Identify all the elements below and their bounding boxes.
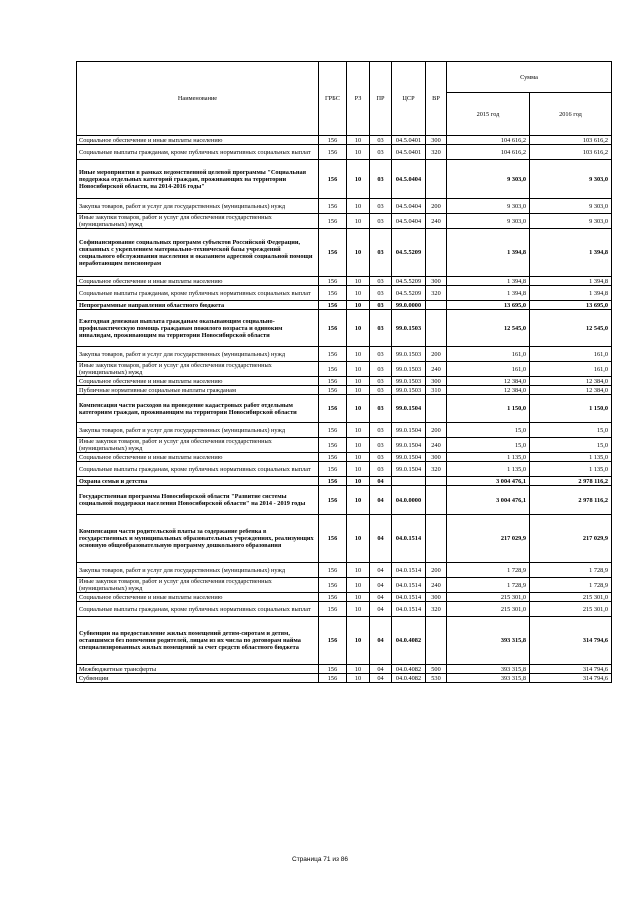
row-csr: 99.0.1503 xyxy=(392,377,426,386)
row-csr: 99.0.1504 xyxy=(392,423,426,438)
table-row xyxy=(77,486,612,515)
row-vr: 300 xyxy=(426,277,447,286)
row-vr: 320 xyxy=(426,286,447,301)
row-value-2016: 1 394,8 xyxy=(530,229,612,277)
table-row xyxy=(77,617,612,665)
row-pr: 03 xyxy=(370,395,392,423)
row-value-2016: 1 135,0 xyxy=(530,453,612,462)
row-csr: 04.0.1514 xyxy=(392,593,426,602)
row-grbs: 156 xyxy=(319,229,347,277)
row-csr: 04.0.1514 xyxy=(392,563,426,578)
table-body xyxy=(77,136,612,683)
table-row xyxy=(77,362,612,377)
row-value-2015: 161,0 xyxy=(447,347,530,362)
row-vr xyxy=(426,617,447,665)
row-name: Иные закупки товаров, работ и услуг для обеспечения государственных (муниципальных) нужд xyxy=(77,578,319,593)
row-rz: 10 xyxy=(347,277,370,286)
row-name: Субвенции на предоставление жилых помещений детям-сиротам и детям, оставшимся без попечения родителей, лицам из их числа по договорам найма специализированных жилых помещений за счет средств областного бюджета xyxy=(77,617,319,665)
row-grbs: 156 xyxy=(319,145,347,160)
row-rz: 10 xyxy=(347,438,370,453)
row-csr: 99.0.1504 xyxy=(392,462,426,477)
row-csr: 99.0.1504 xyxy=(392,453,426,462)
row-rz: 10 xyxy=(347,199,370,214)
row-value-2015: 9 303,0 xyxy=(447,160,530,199)
col-header-vr: ВР xyxy=(426,62,447,136)
row-value-2015: 393 315,8 xyxy=(447,674,530,683)
row-rz: 10 xyxy=(347,617,370,665)
row-vr: 310 xyxy=(426,386,447,395)
row-name: Закупка товаров, работ и услуг для государственных (муниципальных) нужд xyxy=(77,423,319,438)
row-value-2015: 1 728,9 xyxy=(447,578,530,593)
row-pr: 03 xyxy=(370,462,392,477)
table-row xyxy=(77,301,612,310)
row-pr: 03 xyxy=(370,347,392,362)
row-name: Закупка товаров, работ и услуг для государственных (муниципальных) нужд xyxy=(77,199,319,214)
row-pr: 03 xyxy=(370,310,392,347)
row-value-2015: 1 394,8 xyxy=(447,277,530,286)
row-value-2016: 217 029,9 xyxy=(530,515,612,563)
row-rz: 10 xyxy=(347,593,370,602)
row-value-2016: 314 794,6 xyxy=(530,665,612,674)
row-grbs: 156 xyxy=(319,617,347,665)
row-value-2016: 314 794,6 xyxy=(530,617,612,665)
table-row xyxy=(77,386,612,395)
row-value-2015: 13 695,0 xyxy=(447,301,530,310)
row-rz: 10 xyxy=(347,301,370,310)
row-rz: 10 xyxy=(347,486,370,515)
row-vr: 320 xyxy=(426,145,447,160)
row-csr: 04.0.1514 xyxy=(392,602,426,617)
col-header-2016: 2016 год xyxy=(530,93,612,136)
row-name: Социальные выплаты гражданам, кроме публичных нормативных социальных выплат xyxy=(77,145,319,160)
row-value-2015: 12 545,0 xyxy=(447,310,530,347)
row-vr xyxy=(426,515,447,563)
row-value-2015: 12 384,0 xyxy=(447,377,530,386)
row-value-2016: 1 728,9 xyxy=(530,578,612,593)
row-grbs: 156 xyxy=(319,377,347,386)
row-value-2015: 12 384,0 xyxy=(447,386,530,395)
header-row xyxy=(77,62,612,93)
row-csr xyxy=(392,477,426,486)
table-row xyxy=(77,395,612,423)
table-row xyxy=(77,423,612,438)
row-name: Социальные выплаты гражданам, кроме публичных нормативных социальных выплат xyxy=(77,286,319,301)
row-csr: 04.0.4082 xyxy=(392,665,426,674)
row-value-2016: 103 616,2 xyxy=(530,145,612,160)
row-rz: 10 xyxy=(347,386,370,395)
row-name: Иные мероприятия в рамках ведомственной целевой программы "Социальная поддержка отдельных категорий граждан, проживающих на территории Новосибирской области, на 2014-2016 годы" xyxy=(77,160,319,199)
row-value-2016: 15,0 xyxy=(530,438,612,453)
row-grbs: 156 xyxy=(319,674,347,683)
row-vr: 530 xyxy=(426,674,447,683)
row-csr: 04.0.4082 xyxy=(392,674,426,683)
row-pr: 03 xyxy=(370,423,392,438)
row-rz: 10 xyxy=(347,423,370,438)
row-value-2016: 1 728,9 xyxy=(530,563,612,578)
table-row xyxy=(77,462,612,477)
row-value-2015: 1 135,0 xyxy=(447,462,530,477)
row-value-2015: 393 315,8 xyxy=(447,665,530,674)
row-pr: 04 xyxy=(370,563,392,578)
row-pr: 04 xyxy=(370,674,392,683)
row-value-2016: 103 616,2 xyxy=(530,136,612,145)
row-name: Компенсация части родительской платы за содержание ребенка в государственных и муниципальных образовательных учреждениях, реализующих основную общеобразовательную программу дошкольного образования xyxy=(77,515,319,563)
row-grbs: 156 xyxy=(319,453,347,462)
row-grbs: 156 xyxy=(319,486,347,515)
row-value-2015: 3 004 476,1 xyxy=(447,486,530,515)
row-vr: 300 xyxy=(426,593,447,602)
row-grbs: 156 xyxy=(319,214,347,229)
row-name: Иные закупки товаров, работ и услуг для обеспечения государственных (муниципальных) нужд xyxy=(77,438,319,453)
row-pr: 04 xyxy=(370,665,392,674)
row-vr: 240 xyxy=(426,214,447,229)
row-value-2016: 215 301,0 xyxy=(530,593,612,602)
row-value-2015: 3 004 476,1 xyxy=(447,477,530,486)
row-vr xyxy=(426,486,447,515)
row-grbs: 156 xyxy=(319,602,347,617)
table-row xyxy=(77,136,612,145)
page-footer: Страница 71 из 86 xyxy=(292,856,348,863)
row-pr: 03 xyxy=(370,377,392,386)
row-value-2016: 1 394,8 xyxy=(530,286,612,301)
row-grbs: 156 xyxy=(319,395,347,423)
row-value-2016: 161,0 xyxy=(530,347,612,362)
row-rz: 10 xyxy=(347,477,370,486)
row-rz: 10 xyxy=(347,395,370,423)
row-vr: 300 xyxy=(426,453,447,462)
row-pr: 04 xyxy=(370,593,392,602)
row-name: Публичные нормативные социальные выплаты гражданам xyxy=(77,386,319,395)
row-name: Социальное обеспечение и иные выплаты населению xyxy=(77,377,319,386)
row-value-2016: 9 303,0 xyxy=(530,199,612,214)
row-grbs: 156 xyxy=(319,160,347,199)
table-row xyxy=(77,199,612,214)
row-value-2016: 1 150,0 xyxy=(530,395,612,423)
col-header-csr: ЦСР xyxy=(392,62,426,136)
row-value-2016: 12 384,0 xyxy=(530,377,612,386)
row-value-2016: 2 978 116,2 xyxy=(530,486,612,515)
row-vr xyxy=(426,160,447,199)
row-name: Компенсация части расходов на проведение кадастровых работ отдельным категориям граждан, проживающим на территории Новосибирской области xyxy=(77,395,319,423)
row-pr: 04 xyxy=(370,578,392,593)
row-value-2015: 1 394,8 xyxy=(447,286,530,301)
row-value-2016: 215 301,0 xyxy=(530,602,612,617)
row-csr: 04.0.1514 xyxy=(392,578,426,593)
row-csr: 04.0.0000 xyxy=(392,486,426,515)
row-vr: 300 xyxy=(426,377,447,386)
row-pr: 03 xyxy=(370,386,392,395)
row-value-2016: 9 303,0 xyxy=(530,214,612,229)
row-csr: 04.0.1514 xyxy=(392,515,426,563)
row-grbs: 156 xyxy=(319,277,347,286)
row-pr: 03 xyxy=(370,136,392,145)
table-row xyxy=(77,515,612,563)
row-rz: 10 xyxy=(347,214,370,229)
col-header-2015: 2015 год xyxy=(447,93,530,136)
row-rz: 10 xyxy=(347,286,370,301)
row-vr: 200 xyxy=(426,347,447,362)
row-pr: 03 xyxy=(370,214,392,229)
row-pr: 03 xyxy=(370,301,392,310)
row-grbs: 156 xyxy=(319,593,347,602)
row-name: Социальное обеспечение и иные выплаты населению xyxy=(77,136,319,145)
row-csr: 04.5.0404 xyxy=(392,214,426,229)
budget-table xyxy=(76,61,612,683)
row-csr: 99.0.1503 xyxy=(392,310,426,347)
row-grbs: 156 xyxy=(319,347,347,362)
row-grbs: 156 xyxy=(319,462,347,477)
row-name: Закупка товаров, работ и услуг для государственных (муниципальных) нужд xyxy=(77,563,319,578)
row-rz: 10 xyxy=(347,674,370,683)
row-value-2015: 9 303,0 xyxy=(447,199,530,214)
row-csr: 04.5.0401 xyxy=(392,145,426,160)
row-rz: 10 xyxy=(347,563,370,578)
row-name: Непрограммные направления областного бюджета xyxy=(77,301,319,310)
row-vr: 320 xyxy=(426,602,447,617)
row-grbs: 156 xyxy=(319,301,347,310)
row-name: Софинансирование социальных программ субъектов Российской Федерации, связанных с укреплением материально-технической базы учреждений социального обслуживания населения и оказанием адресной социальной помощи неработающим пенсионерам xyxy=(77,229,319,277)
row-value-2015: 9 303,0 xyxy=(447,214,530,229)
row-value-2015: 104 616,2 xyxy=(447,145,530,160)
row-value-2016: 13 695,0 xyxy=(530,301,612,310)
table-row xyxy=(77,310,612,347)
row-vr xyxy=(426,301,447,310)
table-row xyxy=(77,453,612,462)
row-vr: 240 xyxy=(426,362,447,377)
row-value-2016: 12 384,0 xyxy=(530,386,612,395)
row-grbs: 156 xyxy=(319,310,347,347)
row-pr: 03 xyxy=(370,199,392,214)
row-pr: 03 xyxy=(370,229,392,277)
row-pr: 04 xyxy=(370,486,392,515)
row-value-2016: 161,0 xyxy=(530,362,612,377)
row-csr: 04.0.4082 xyxy=(392,617,426,665)
row-name: Охрана семьи и детства xyxy=(77,477,319,486)
table-row xyxy=(77,593,612,602)
row-value-2015: 1 150,0 xyxy=(447,395,530,423)
table-row xyxy=(77,602,612,617)
table-row xyxy=(77,286,612,301)
row-value-2016: 1 394,8 xyxy=(530,277,612,286)
table-row xyxy=(77,277,612,286)
table-row xyxy=(77,214,612,229)
row-csr: 99.0.0000 xyxy=(392,301,426,310)
row-csr: 99.0.1504 xyxy=(392,438,426,453)
row-rz: 10 xyxy=(347,160,370,199)
row-value-2016: 1 135,0 xyxy=(530,462,612,477)
row-name: Межбюджетные трансферты xyxy=(77,665,319,674)
row-pr: 04 xyxy=(370,515,392,563)
row-value-2015: 15,0 xyxy=(447,438,530,453)
row-rz: 10 xyxy=(347,362,370,377)
row-pr: 03 xyxy=(370,277,392,286)
row-grbs: 156 xyxy=(319,477,347,486)
table-row xyxy=(77,438,612,453)
row-grbs: 156 xyxy=(319,515,347,563)
row-vr: 320 xyxy=(426,462,447,477)
row-name: Социальное обеспечение и иные выплаты населению xyxy=(77,277,319,286)
row-pr: 03 xyxy=(370,160,392,199)
table-row xyxy=(77,477,612,486)
row-grbs: 156 xyxy=(319,423,347,438)
row-rz: 10 xyxy=(347,515,370,563)
row-name: Государственная программа Новосибирской области "Развитие системы социальной поддержки населения Новосибирской области" на 2014 - 2019 годы xyxy=(77,486,319,515)
row-name: Социальное обеспечение и иные выплаты населению xyxy=(77,453,319,462)
col-header-grbs: ГРБС xyxy=(319,62,347,136)
row-csr: 99.0.1503 xyxy=(392,386,426,395)
row-grbs: 156 xyxy=(319,136,347,145)
row-csr: 04.5.5209 xyxy=(392,277,426,286)
table-row xyxy=(77,347,612,362)
row-pr: 03 xyxy=(370,453,392,462)
row-name: Социальное обеспечение и иные выплаты населению xyxy=(77,593,319,602)
row-value-2015: 1 135,0 xyxy=(447,453,530,462)
row-csr: 04.5.5209 xyxy=(392,286,426,301)
row-vr xyxy=(426,310,447,347)
row-rz: 10 xyxy=(347,145,370,160)
table-row xyxy=(77,145,612,160)
row-pr: 04 xyxy=(370,617,392,665)
table-row xyxy=(77,674,612,683)
row-name: Социальные выплаты гражданам, кроме публичных нормативных социальных выплат xyxy=(77,462,319,477)
row-csr: 04.5.5209 xyxy=(392,229,426,277)
row-rz: 10 xyxy=(347,665,370,674)
row-pr: 03 xyxy=(370,362,392,377)
row-grbs: 156 xyxy=(319,438,347,453)
row-rz: 10 xyxy=(347,136,370,145)
row-csr: 99.0.1504 xyxy=(392,395,426,423)
row-grbs: 156 xyxy=(319,386,347,395)
row-vr xyxy=(426,477,447,486)
row-name: Закупка товаров, работ и услуг для государственных (муниципальных) нужд xyxy=(77,347,319,362)
row-grbs: 156 xyxy=(319,563,347,578)
row-csr: 04.5.0404 xyxy=(392,199,426,214)
table-row xyxy=(77,563,612,578)
col-header-pr: ПР xyxy=(370,62,392,136)
row-name: Иные закупки товаров, работ и услуг для обеспечения государственных (муниципальных) нужд xyxy=(77,362,319,377)
row-value-2015: 215 301,0 xyxy=(447,602,530,617)
row-vr: 500 xyxy=(426,665,447,674)
row-vr xyxy=(426,229,447,277)
row-pr: 03 xyxy=(370,438,392,453)
row-vr xyxy=(426,395,447,423)
row-value-2015: 1 394,8 xyxy=(447,229,530,277)
row-rz: 10 xyxy=(347,462,370,477)
row-name: Иные закупки товаров, работ и услуг для обеспечения государственных (муниципальных) нужд xyxy=(77,214,319,229)
row-value-2015: 15,0 xyxy=(447,423,530,438)
row-grbs: 156 xyxy=(319,362,347,377)
row-pr: 04 xyxy=(370,602,392,617)
row-name: Ежегодная денежная выплата гражданам оказывающим социально- профилактическую помощь гражданам пожилого возраста и одиноким инвалидам, проживающим на территории Новосибирской области xyxy=(77,310,319,347)
row-rz: 10 xyxy=(347,602,370,617)
row-value-2015: 161,0 xyxy=(447,362,530,377)
row-rz: 10 xyxy=(347,347,370,362)
row-value-2015: 217 029,9 xyxy=(447,515,530,563)
row-pr: 04 xyxy=(370,477,392,486)
row-vr: 240 xyxy=(426,578,447,593)
table-row xyxy=(77,578,612,593)
row-rz: 10 xyxy=(347,578,370,593)
table-row xyxy=(77,665,612,674)
row-value-2016: 2 978 116,2 xyxy=(530,477,612,486)
row-value-2016: 15,0 xyxy=(530,423,612,438)
row-csr: 04.5.0404 xyxy=(392,160,426,199)
row-pr: 03 xyxy=(370,286,392,301)
row-grbs: 156 xyxy=(319,665,347,674)
table-row xyxy=(77,229,612,277)
row-pr: 03 xyxy=(370,145,392,160)
row-value-2016: 9 303,0 xyxy=(530,160,612,199)
col-header-name: Наименование xyxy=(77,62,319,136)
row-name: Субвенции xyxy=(77,674,319,683)
row-rz: 10 xyxy=(347,229,370,277)
table-row xyxy=(77,160,612,199)
row-value-2015: 104 616,2 xyxy=(447,136,530,145)
table-row xyxy=(77,377,612,386)
row-value-2015: 393 315,8 xyxy=(447,617,530,665)
row-vr: 200 xyxy=(426,199,447,214)
row-grbs: 156 xyxy=(319,199,347,214)
col-header-sum: Сумма xyxy=(447,62,612,93)
row-value-2015: 1 728,9 xyxy=(447,563,530,578)
row-name: Социальные выплаты гражданам, кроме публичных нормативных социальных выплат xyxy=(77,602,319,617)
row-rz: 10 xyxy=(347,310,370,347)
row-grbs: 156 xyxy=(319,286,347,301)
row-value-2016: 314 794,6 xyxy=(530,674,612,683)
row-vr: 240 xyxy=(426,438,447,453)
row-vr: 200 xyxy=(426,563,447,578)
row-value-2015: 215 301,0 xyxy=(447,593,530,602)
row-rz: 10 xyxy=(347,453,370,462)
row-csr: 04.5.0401 xyxy=(392,136,426,145)
row-csr: 99.0.1503 xyxy=(392,362,426,377)
row-vr: 300 xyxy=(426,136,447,145)
row-grbs: 156 xyxy=(319,578,347,593)
row-value-2016: 12 545,0 xyxy=(530,310,612,347)
row-vr: 200 xyxy=(426,423,447,438)
row-rz: 10 xyxy=(347,377,370,386)
row-csr: 99.0.1503 xyxy=(392,347,426,362)
col-header-rz: РЗ xyxy=(347,62,370,136)
